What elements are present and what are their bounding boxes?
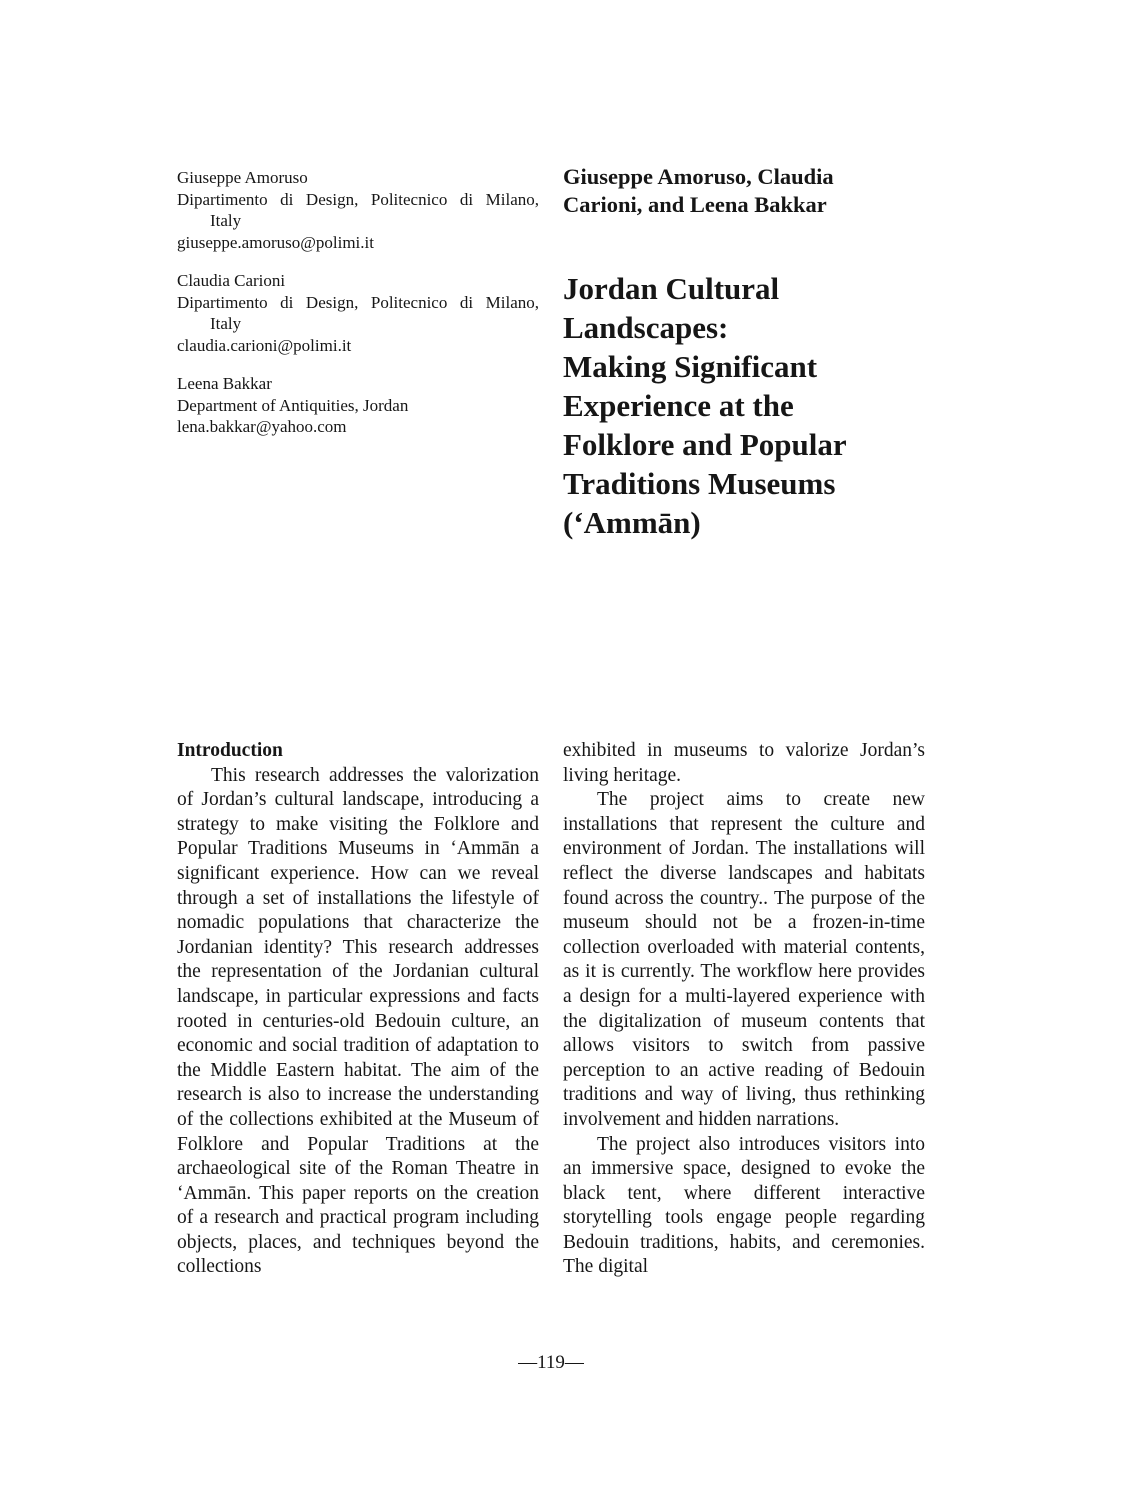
author-affiliation: Department of Antiquities, Jordan: [177, 395, 409, 415]
author-name: Claudia Carioni: [177, 271, 286, 290]
title-line: Landscapes:: [563, 310, 729, 345]
header-authors: [563, 163, 935, 219]
body-columns: [177, 739, 925, 1280]
author-entry: [177, 373, 539, 438]
author-affiliation: Dipartimento di Design, Politecnico di Milano,: [177, 292, 539, 312]
authors-affiliation-block: [177, 167, 539, 455]
author-affiliation-continuation: Italy: [210, 314, 242, 333]
author-entry: [177, 270, 539, 356]
body-left-column: [177, 739, 539, 1280]
body-right-column: [563, 739, 925, 1280]
title-line: Traditions Museums: [563, 466, 836, 501]
author-name: Giuseppe Amoruso: [177, 168, 308, 187]
article-header: [563, 163, 935, 542]
author-name: Leena Bakkar: [177, 374, 272, 393]
paragraph: This research addresses the valorization of Jordan’s cultural landscape, introducing a strategy to make visiting the Folklore and Popular Traditions Museums in ‘Ammān a significant experience. How can we reveal through a set of installations the lifestyle of nomadic populations that characterize the Jordanian identity? This research addresses the representation of the Jordanian cultural landscape, in particular expressions and facts rooted in centuries-old Bedouin culture, an economic and social tradition of adaptation to the Middle Eastern habitat. The aim of the research is also to increase the understanding of the collections exhibited at the Museum of Folklore and Popular Traditions at the archaeological site of the Roman Theatre in ‘Ammān. This paper reports on the creation of a research and practical program including objects, places, and techniques beyond the collections: [177, 764, 539, 1278]
author-entry: [177, 167, 539, 253]
header-authors-line: Giuseppe Amoruso, Claudia: [563, 164, 834, 189]
section-heading: Introduction: [177, 740, 283, 761]
article-title: [563, 269, 935, 542]
title-line: Experience at the: [563, 388, 794, 423]
paragraph: exhibited in museums to valorize Jordan’s living heritage.: [563, 740, 925, 786]
author-email: giuseppe.amoruso@polimi.it: [177, 232, 374, 252]
author-email: claudia.carioni@polimi.it: [177, 335, 352, 355]
title-line: (‘Ammān): [563, 505, 701, 540]
author-affiliation-continuation: Italy: [210, 211, 242, 230]
page-number: —119—: [518, 1352, 584, 1373]
paragraph: The project also introduces visitors into an immersive space, designed to evoke the black tent, where different interactive storytelling tools engage people regarding Bedouin traditions, habits, and ceremonies. The digital: [563, 1133, 925, 1278]
author-affiliation: Dipartimento di Design, Politecnico di Milano,: [177, 189, 539, 209]
title-line: Making Significant: [563, 349, 818, 384]
paragraph: The project aims to create new installations that represent the culture and environment of Jordan. The installations will reflect the diverse landscapes and habitats found across the country.. The purpose of the museum should not be a frozen-in-time collection overloaded with material contents, as it is currently. The workflow here provides a design for a multi-layered experience with the digitalization of museum contents that allows visitors to switch from passive perception to an active reading of Bedouin traditions and way of living, thus rethinking involvement and hidden narrations.: [563, 789, 925, 1130]
header-authors-line: Carioni, and Leena Bakkar: [563, 192, 827, 217]
author-email: lena.bakkar@yahoo.com: [177, 417, 347, 436]
title-line: Folklore and Popular: [563, 427, 847, 462]
title-line: Jordan Cultural: [563, 271, 780, 306]
